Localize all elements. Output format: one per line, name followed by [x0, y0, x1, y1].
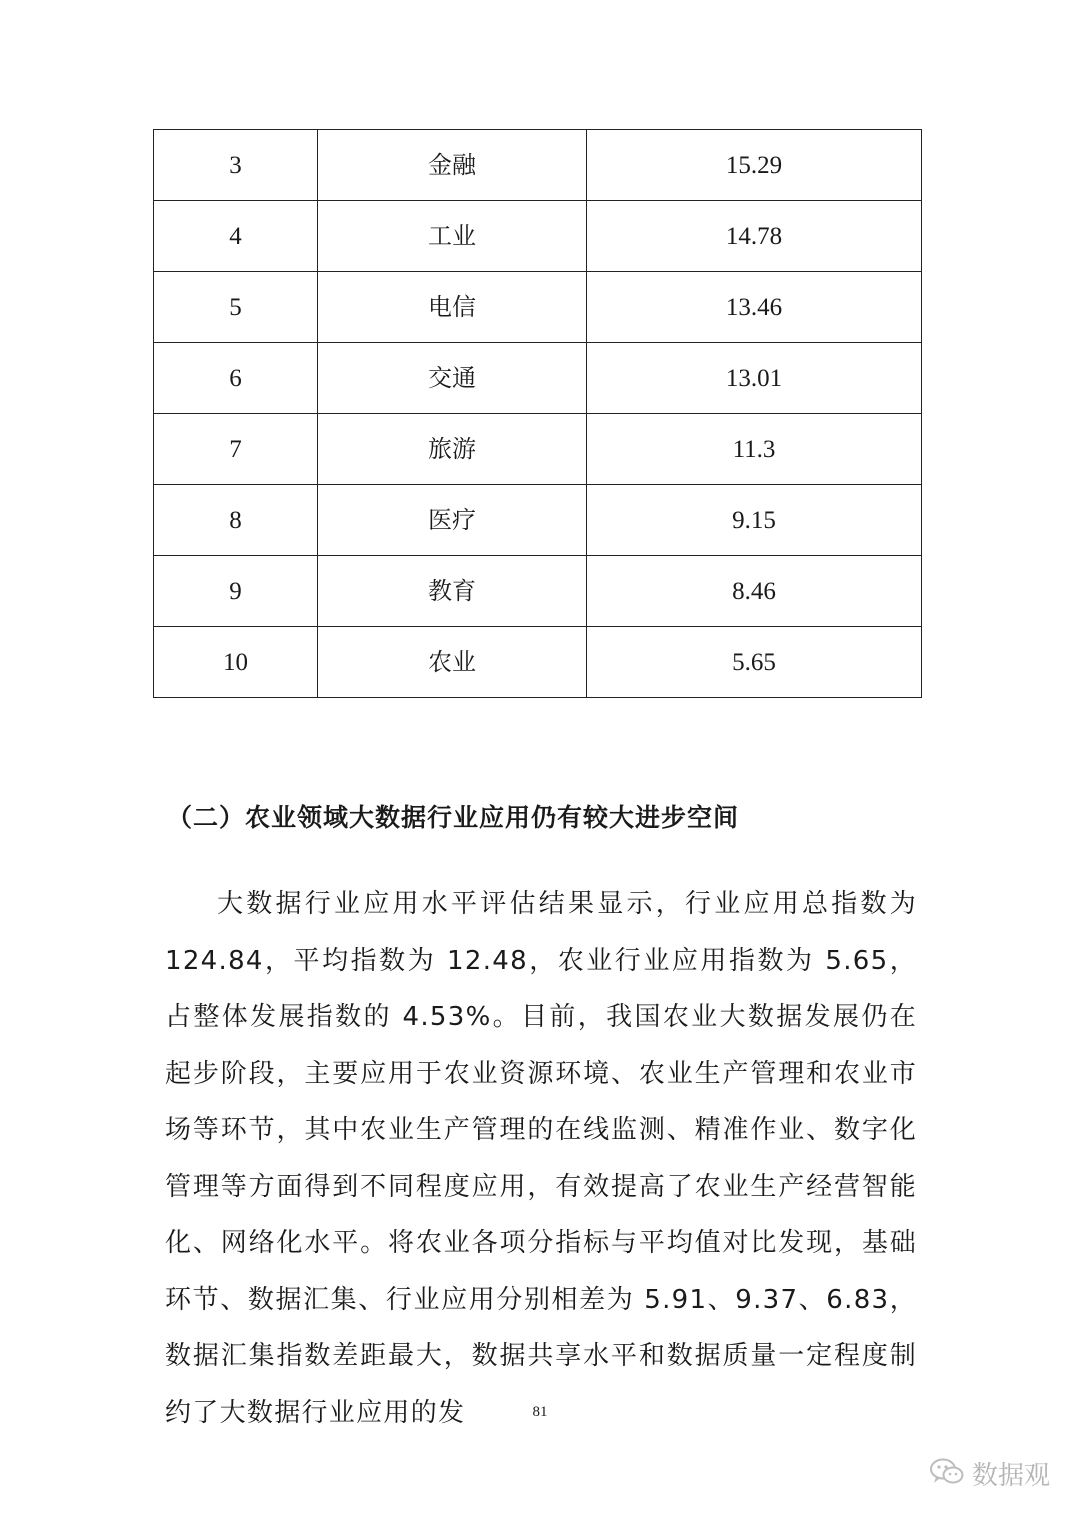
industry-cell: 教育 — [318, 556, 587, 627]
index-value-cell: 9.15 — [587, 485, 922, 556]
index-value-cell: 11.3 — [587, 414, 922, 485]
industry-index-table — [153, 129, 922, 698]
rank-cell: 7 — [154, 414, 318, 485]
industry-cell: 农业 — [318, 627, 587, 698]
table-body — [154, 130, 922, 698]
industry-cell: 医疗 — [318, 485, 587, 556]
table-row — [154, 130, 922, 201]
rank-cell: 8 — [154, 485, 318, 556]
index-value-cell: 15.29 — [587, 130, 922, 201]
index-value-cell: 5.65 — [587, 627, 922, 698]
industry-cell: 旅游 — [318, 414, 587, 485]
rank-cell: 4 — [154, 201, 318, 272]
industry-cell: 金融 — [318, 130, 587, 201]
rank-cell: 6 — [154, 343, 318, 414]
watermark-text: 数据观 — [972, 1461, 1051, 1491]
table-row — [154, 556, 922, 627]
table-row — [154, 414, 922, 485]
table-row — [154, 201, 922, 272]
index-value-cell: 13.46 — [587, 272, 922, 343]
page-number: 81 — [532, 1404, 548, 1420]
rank-cell: 9 — [154, 556, 318, 627]
rank-cell: 10 — [154, 627, 318, 698]
index-value-cell: 13.01 — [587, 343, 922, 414]
industry-cell: 工业 — [318, 201, 587, 272]
watermark — [930, 1455, 1050, 1492]
index-value-cell: 14.78 — [587, 201, 922, 272]
section-heading: （二）农业领域大数据行业应用仍有较大进步空间 — [167, 803, 740, 832]
table-row — [154, 485, 922, 556]
rank-cell: 5 — [154, 272, 318, 343]
rank-cell: 3 — [154, 130, 318, 201]
industry-cell: 电信 — [318, 272, 587, 343]
industry-cell: 交通 — [318, 343, 587, 414]
wechat-icon — [930, 1458, 964, 1490]
body-paragraph: 大数据行业应用水平评估结果显示，行业应用总指数为 124.84，平均指数为 12.48，农业行业应用指数为 5.65，占整体发展指数的 4.53%。目前，我国农业大数据发展仍在起步阶段，主要应用于农业资源环境、农业生产管理和农业市场等环节，其中农业生产管理的在线监测、精准作业、数字化管理等方面得到不同程度应用，有效提高了农业生产经营智能化、网络化水平。将农业各项分指标与平均值对比发现，基础环节、数据汇集、行业应用分别相差为 5.91、9.37、6.83，数据汇集指数差距最大，数据共享水平和数据质量一定程度制约了大数据行业应用的发 — [165, 889, 917, 1428]
table-row — [154, 343, 922, 414]
table-row — [154, 272, 922, 343]
table-row — [154, 627, 922, 698]
index-value-cell: 8.46 — [587, 556, 922, 627]
